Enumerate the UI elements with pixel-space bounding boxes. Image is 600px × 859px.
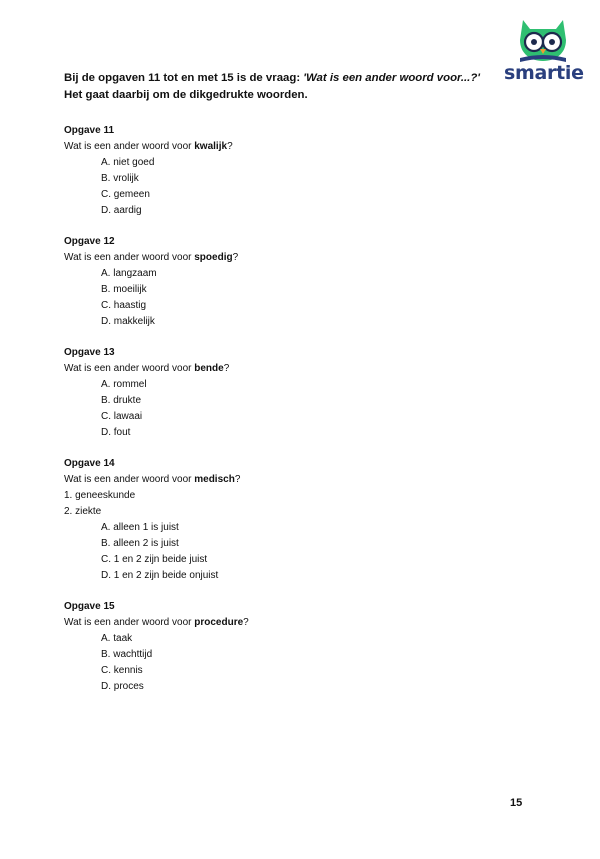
answer-options (64, 520, 484, 584)
numbered-statement: 1. geneeskunde (64, 490, 136, 501)
answer-option: D. fout (101, 427, 131, 438)
exercise-14 (64, 456, 484, 584)
exercise-question: Wat is een ander woord voor procedure? (64, 617, 249, 628)
keyword: spoedig (194, 252, 233, 263)
exercise-13 (64, 345, 484, 441)
answer-options (64, 155, 484, 219)
exercise-title: Opgave 13 (64, 347, 115, 358)
instructions-prefix: Bij de opgaven 11 tot en met 15 is de vraag: (64, 72, 304, 84)
answer-option: B. moeilijk (101, 284, 147, 295)
answer-option: C. gemeen (101, 189, 150, 200)
answer-option: A. langzaam (101, 268, 157, 279)
exercise-question: Wat is een ander woord voor medisch? (64, 474, 241, 485)
exercise-15 (64, 599, 484, 695)
exercise-question: Wat is een ander woord voor kwalijk? (64, 141, 233, 152)
exercise-title: Opgave 12 (64, 236, 115, 247)
answer-option: A. niet goed (101, 157, 155, 168)
answer-option: A. rommel (101, 379, 147, 390)
answer-option: B. wachttijd (101, 649, 153, 660)
answer-option: D. proces (101, 681, 144, 692)
answer-option: D. 1 en 2 zijn beide onjuist (101, 570, 219, 581)
page-number: 15 (510, 797, 523, 809)
instructions-line-2: Het gaat daarbij om de dikgedrukte woorden. (64, 89, 308, 101)
answer-option: A. alleen 1 is juist (101, 522, 179, 533)
exercise-title: Opgave 11 (64, 125, 115, 136)
numbered-statement: 2. ziekte (64, 506, 102, 517)
answer-option: B. alleen 2 is juist (101, 538, 179, 549)
keyword: bende (194, 363, 224, 374)
answer-option: B. vrolijk (101, 173, 139, 184)
exercise-question: Wat is een ander woord voor spoedig? (64, 252, 239, 263)
keyword: medisch (194, 474, 235, 485)
exercise-title: Opgave 14 (64, 458, 115, 469)
answer-option: A. taak (101, 633, 133, 644)
answer-option: D. makkelijk (101, 316, 155, 327)
exercise-12 (64, 234, 484, 330)
answer-options (64, 377, 484, 441)
answer-option: C. haastig (101, 300, 147, 311)
instructions-line-1 (64, 70, 494, 87)
owl-icon (506, 14, 580, 64)
keyword: kwalijk (194, 141, 228, 152)
answer-option: C. kennis (101, 665, 143, 676)
exercise-title: Opgave 15 (64, 601, 115, 612)
answer-option: D. aardig (101, 205, 142, 216)
answer-option: B. drukte (101, 395, 142, 406)
answer-options (64, 266, 484, 330)
keyword: procedure (194, 617, 244, 628)
exercise-question: Wat is een ander woord voor bende? (64, 363, 230, 374)
answer-option: C. lawaai (101, 411, 143, 422)
answer-options (64, 631, 484, 695)
answer-option: C. 1 en 2 zijn beide juist (101, 554, 208, 565)
logo-wordmark: smartie (504, 62, 584, 84)
instructions (64, 70, 494, 104)
instructions-quote: 'Wat is een ander woord voor...?' (303, 72, 481, 84)
exercise-11 (64, 123, 484, 219)
